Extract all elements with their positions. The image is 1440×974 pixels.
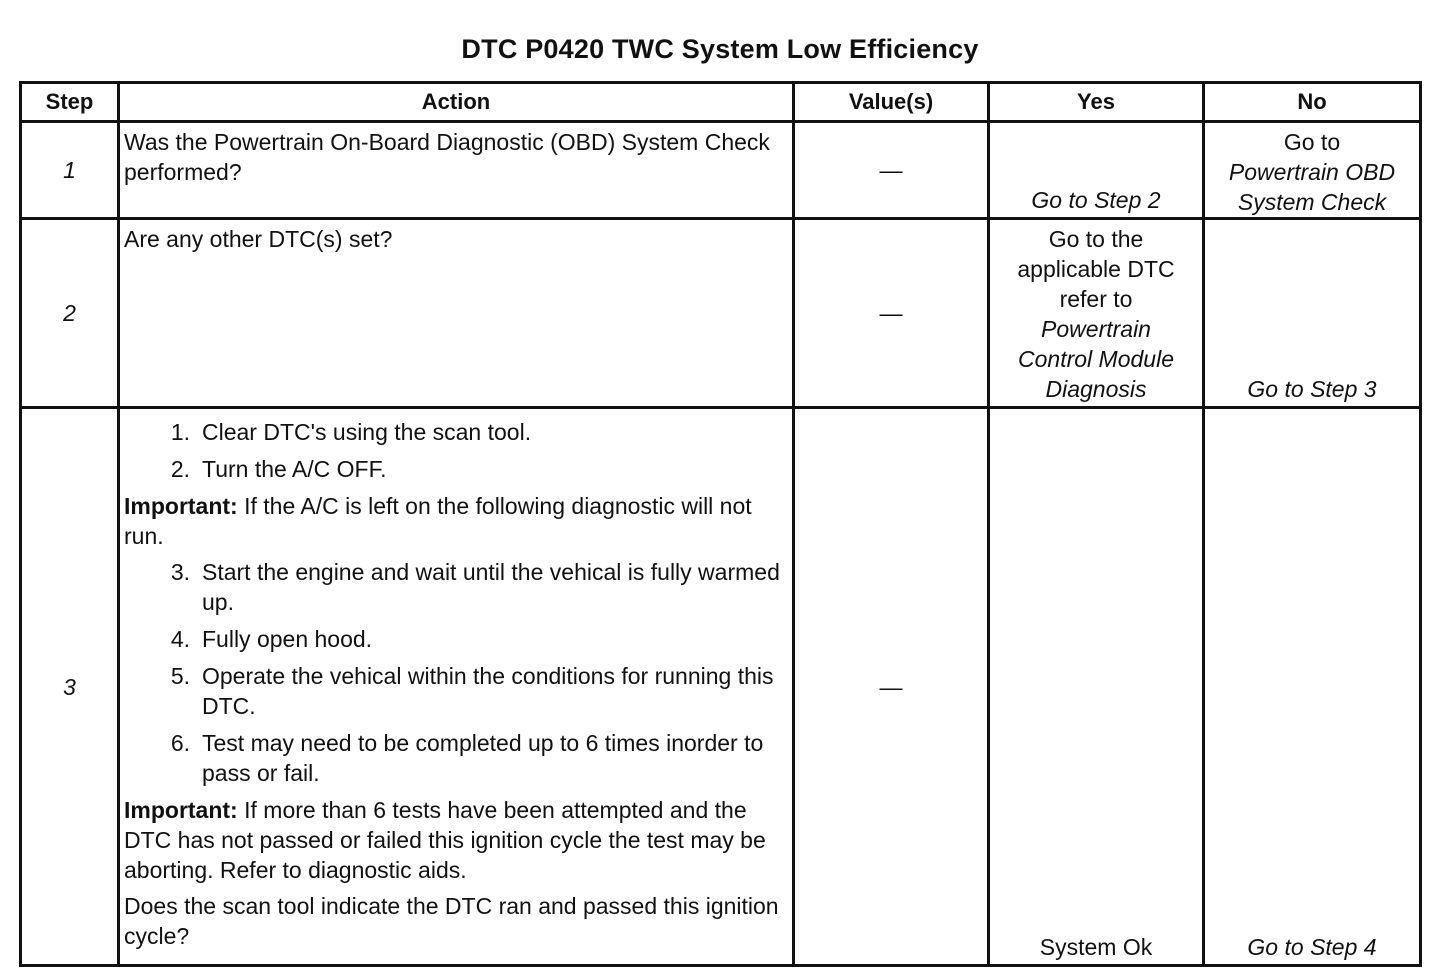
yes-result: System Ok [1039,934,1153,960]
no-link[interactable]: Go to Step 4 [1247,934,1377,960]
list-item: 4. Fully open hood. [170,626,373,652]
procedure-list [124,417,786,484]
header-step: Step [21,83,119,122]
important-note: Important: If the A/C is left on the following diagnostic will not run. [124,493,752,549]
no-cell [1204,408,1421,966]
header-values: Value(s) [794,83,989,122]
no-link[interactable]: Powertrain OBD System Check [1228,159,1396,215]
header-row [21,83,1421,122]
list-item: 3. Start the engine and wait until the vehical is fully warmed up. [170,559,780,615]
yes-link[interactable]: Go to Step 2 [1031,187,1161,214]
action-text: Was the Powertrain On-Board Diagnostic (OBD) System Check performed? [119,122,794,219]
no-cell [1204,219,1421,408]
list-item: 6. Test may need to be completed up to 6 times inorder to pass or fail. [170,730,764,786]
page-title: DTC P0420 TWC System Low Efficiency [461,34,979,64]
yes-cell [989,408,1204,966]
table-row [21,219,1421,408]
yes-cell [989,122,1204,219]
list-item: 1. Clear DTC's using the scan tool. [170,419,532,445]
table-row [21,122,1421,219]
header-action: Action [119,83,794,122]
list-item: 5. Operate the vehical within the conditions for running this DTC. [170,663,774,719]
action-text: Are any other DTC(s) set? [119,219,794,408]
yes-cell [989,219,1204,408]
question-text: Does the scan tool indicate the DTC ran and passed this ignition cycle? [124,893,779,949]
header-no: No [1204,83,1421,122]
step-number: 3 [21,408,119,966]
no-link[interactable]: Go to Step 3 [1247,376,1377,402]
value-cell: — [794,219,989,408]
action-cell [119,408,794,966]
yes-prefix: Go to the applicable DTC refer to [1017,226,1175,313]
value-cell: — [794,408,989,966]
header-yes: Yes [989,83,1204,122]
step-number: 1 [21,122,119,219]
value-cell: — [794,122,989,219]
no-cell [1204,122,1421,219]
yes-link[interactable]: Powertrain Control Module Diagnosis [1018,316,1174,403]
procedure-list [124,557,786,788]
step-number: 2 [21,219,119,408]
list-item: 2. Turn the A/C OFF. [170,456,387,482]
no-prefix: Go to [1283,129,1341,155]
table-row [21,408,1421,966]
diagnostic-table [19,81,1422,967]
important-note: Important: If more than 6 tests have been attempted and the DTC has not passed or failed this ignition cycle the test may be aborting. Refer to diagnostic aids. [124,797,766,883]
